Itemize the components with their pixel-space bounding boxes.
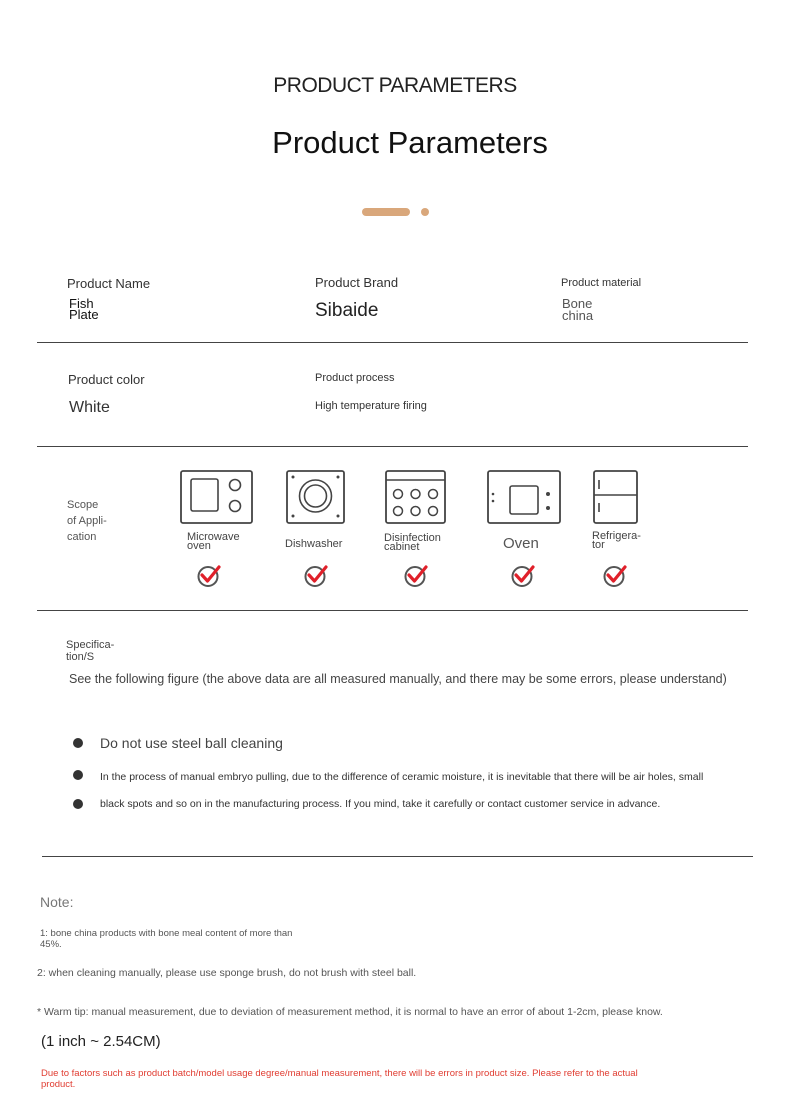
note-1-line2: 45%. (40, 939, 62, 950)
check-icon (403, 563, 429, 594)
product-name-line1: Fish (69, 296, 94, 311)
bullet-text-3: black spots and so on in the manufacturing process. If you mind, take it carefully or contact customer service in advance. (100, 798, 661, 810)
disinfection-cabinet-label-line1: Disinfection (384, 532, 441, 544)
refrigerator-label (592, 532, 641, 550)
note-2: 2: when cleaning manually, please use sponge brush, do not brush with steel ball. (37, 967, 417, 979)
bullet-text-2: In the process of manual embryo pulling, due to the difference of ceramic moisture, it is inevitable that there will be air holes, small (100, 771, 704, 783)
product-material-value (562, 298, 622, 322)
product-brand-label: Product Brand (315, 275, 399, 290)
divider (42, 856, 753, 857)
product-brand-value: Sibaide (315, 300, 379, 321)
microwave-label-line2: oven (187, 540, 211, 552)
decorative-dot (421, 208, 429, 216)
disinfection-cabinet-icon (385, 470, 447, 530)
divider (37, 610, 748, 611)
page-title: Product Parameters (272, 125, 548, 160)
bullet-dot (73, 770, 83, 780)
specification-label-line2: tion/S (66, 651, 95, 663)
product-color-label: Product color (68, 372, 145, 387)
specification-label (66, 639, 126, 663)
note-1 (40, 928, 360, 950)
inch-conversion: (1 inch ~ 2.54CM) (41, 1033, 161, 1050)
product-process-label: Product process (315, 372, 395, 384)
scope-label-line3: cation (67, 531, 97, 543)
section-eyebrow: PRODUCT PARAMETERS (273, 74, 517, 97)
decorative-bar (362, 208, 410, 216)
product-material-line2: china (562, 308, 594, 323)
refrigerator-icon (593, 470, 639, 530)
divider (37, 446, 748, 447)
product-material-line1: Bone (562, 296, 593, 311)
warm-tip: * Warm tip: manual measurement, due to deviation of measurement method, it is normal to have an error of about 1-2cm, please know. (37, 1006, 663, 1018)
product-name-value (69, 298, 129, 320)
specification-label-line1: Specifica- (66, 639, 115, 651)
product-color-value: White (69, 399, 110, 416)
bullet-dot (73, 738, 83, 748)
refrigerator-label-line1: Refrigera- (592, 530, 641, 542)
scope-label (67, 497, 127, 545)
oven-label: Oven (503, 535, 539, 552)
disclaimer-line2: product. (41, 1079, 76, 1090)
check-icon (303, 563, 329, 594)
note-1-line1: 1: bone china products with bone meal content of more than (40, 928, 293, 939)
scope-label-line1: Scope (67, 499, 99, 511)
dishwasher-icon (286, 470, 346, 530)
microwave-label (187, 533, 240, 551)
bullet-text-1: Do not use steel ball cleaning (100, 735, 283, 751)
dishwasher-label: Dishwasher (285, 538, 343, 550)
disinfection-cabinet-label (384, 534, 441, 552)
microwave-icon (180, 470, 253, 530)
product-process-value: High temperature firing (315, 400, 427, 412)
oven-icon (487, 470, 561, 530)
note-heading: Note: (40, 894, 74, 910)
check-icon (510, 563, 536, 594)
check-icon (196, 563, 222, 594)
disclaimer-line1: Due to factors such as product batch/model usage degree/manual measurement, there will be errors in product size. Please refer to the actual (41, 1068, 638, 1079)
check-icon (602, 563, 628, 594)
bullet-dot (73, 799, 83, 809)
scope-label-line2: of Appli- (67, 515, 107, 527)
refrigerator-label-line2: tor (592, 539, 605, 551)
product-name-line2: Plate (69, 307, 99, 322)
microwave-label-line1: Microwave (187, 531, 240, 543)
disinfection-cabinet-label-line2: cabinet (384, 541, 420, 553)
specification-text: See the following figure (the above data are all measured manually, and there may be some errors, please understand) (69, 672, 727, 686)
disclaimer-text (41, 1068, 721, 1090)
divider (37, 342, 748, 343)
product-material-label: Product material (561, 277, 642, 289)
product-name-label: Product Name (67, 276, 151, 291)
